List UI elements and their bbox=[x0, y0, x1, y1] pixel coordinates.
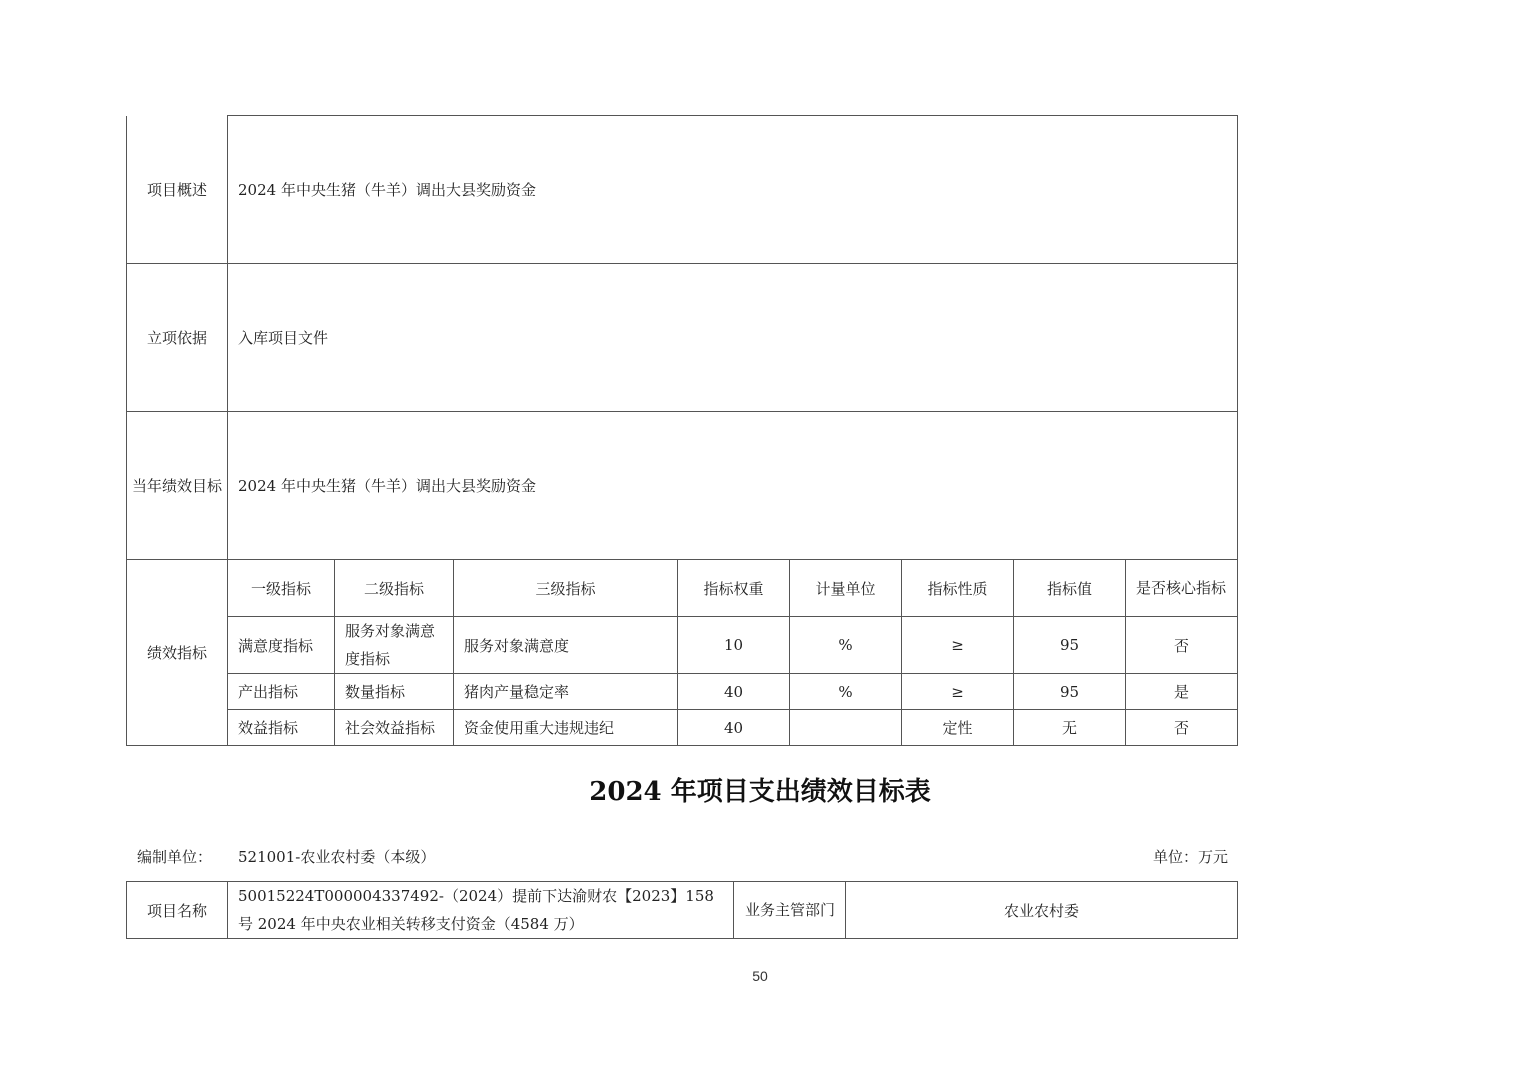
indicator-unit bbox=[790, 710, 901, 745]
project-overview-value: 2024 年中央生猪（牛羊）调出大县奖励资金 bbox=[238, 181, 536, 199]
indicator-level2: 社会效益指标 bbox=[345, 719, 436, 737]
indicator-weight: 10 bbox=[723, 636, 744, 654]
indicator-value: 95 bbox=[1059, 636, 1080, 654]
header-weight: 指标权重 bbox=[703, 579, 764, 598]
indicator-nature: ≥ bbox=[951, 682, 964, 701]
page-number: 50 bbox=[752, 968, 768, 984]
page-title: 2024 年项目支出绩效目标表 bbox=[589, 777, 931, 807]
indicator-value: 无 bbox=[1061, 719, 1077, 737]
indicator-level1: 产出指标 bbox=[238, 683, 299, 701]
indicator-weight: 40 bbox=[723, 682, 744, 701]
header-core: 是否核心指标 bbox=[1136, 579, 1227, 597]
indicator-value: 95 bbox=[1059, 682, 1080, 701]
indicator-level1: 效益指标 bbox=[238, 719, 299, 737]
project-basis-value: 入库项目文件 bbox=[238, 329, 329, 347]
indicator-unit: % bbox=[838, 682, 853, 701]
indicator-level3: 猪肉产量稳定率 bbox=[464, 683, 570, 701]
indicator-nature: 定性 bbox=[942, 719, 973, 737]
project-overview-label: 项目概述 bbox=[146, 181, 207, 199]
performance-indicators-label: 绩效指标 bbox=[146, 644, 207, 662]
indicator-level3: 服务对象满意度 bbox=[464, 636, 570, 655]
annual-target-label: 当年绩效目标 bbox=[132, 476, 223, 495]
indicator-core: 否 bbox=[1173, 719, 1189, 737]
indicator-weight: 40 bbox=[723, 718, 744, 737]
org-label: 编制单位： bbox=[137, 848, 213, 866]
header-unit: 计量单位 bbox=[815, 579, 876, 598]
project-name-value: 50015224T000004337492-（2024）提前下达渝财农【2023】158 号 2024 年中央农业相关转移支付资金（4584 万） bbox=[238, 887, 714, 933]
project-basis-label: 立项依据 bbox=[146, 329, 207, 347]
header-value: 指标值 bbox=[1046, 579, 1092, 598]
dept-value: 农业农村委 bbox=[1003, 901, 1079, 920]
annual-target-value: 2024 年中央生猪（牛羊）调出大县奖励资金 bbox=[238, 477, 536, 495]
indicator-core: 是 bbox=[1173, 683, 1189, 701]
indicator-core: 否 bbox=[1173, 636, 1189, 655]
indicator-level3: 资金使用重大违规违纪 bbox=[464, 719, 615, 737]
indicator-unit: % bbox=[838, 636, 853, 654]
org-value: 521001-农业农村委（本级） bbox=[238, 848, 436, 866]
indicator-level2: 服务对象满意度指标 bbox=[345, 622, 436, 668]
dept-label: 业务主管部门 bbox=[745, 901, 836, 919]
indicator-level1: 满意度指标 bbox=[238, 636, 314, 655]
header-level3: 三级指标 bbox=[535, 579, 596, 598]
unit-label: 单位：万元 bbox=[1152, 848, 1228, 866]
header-nature: 指标性质 bbox=[927, 579, 988, 598]
project-name-label: 项目名称 bbox=[146, 901, 207, 920]
indicator-nature: ≥ bbox=[951, 636, 964, 654]
header-level2: 二级指标 bbox=[363, 579, 424, 598]
header-level1: 一级指标 bbox=[250, 579, 311, 598]
indicator-level2: 数量指标 bbox=[345, 683, 406, 701]
